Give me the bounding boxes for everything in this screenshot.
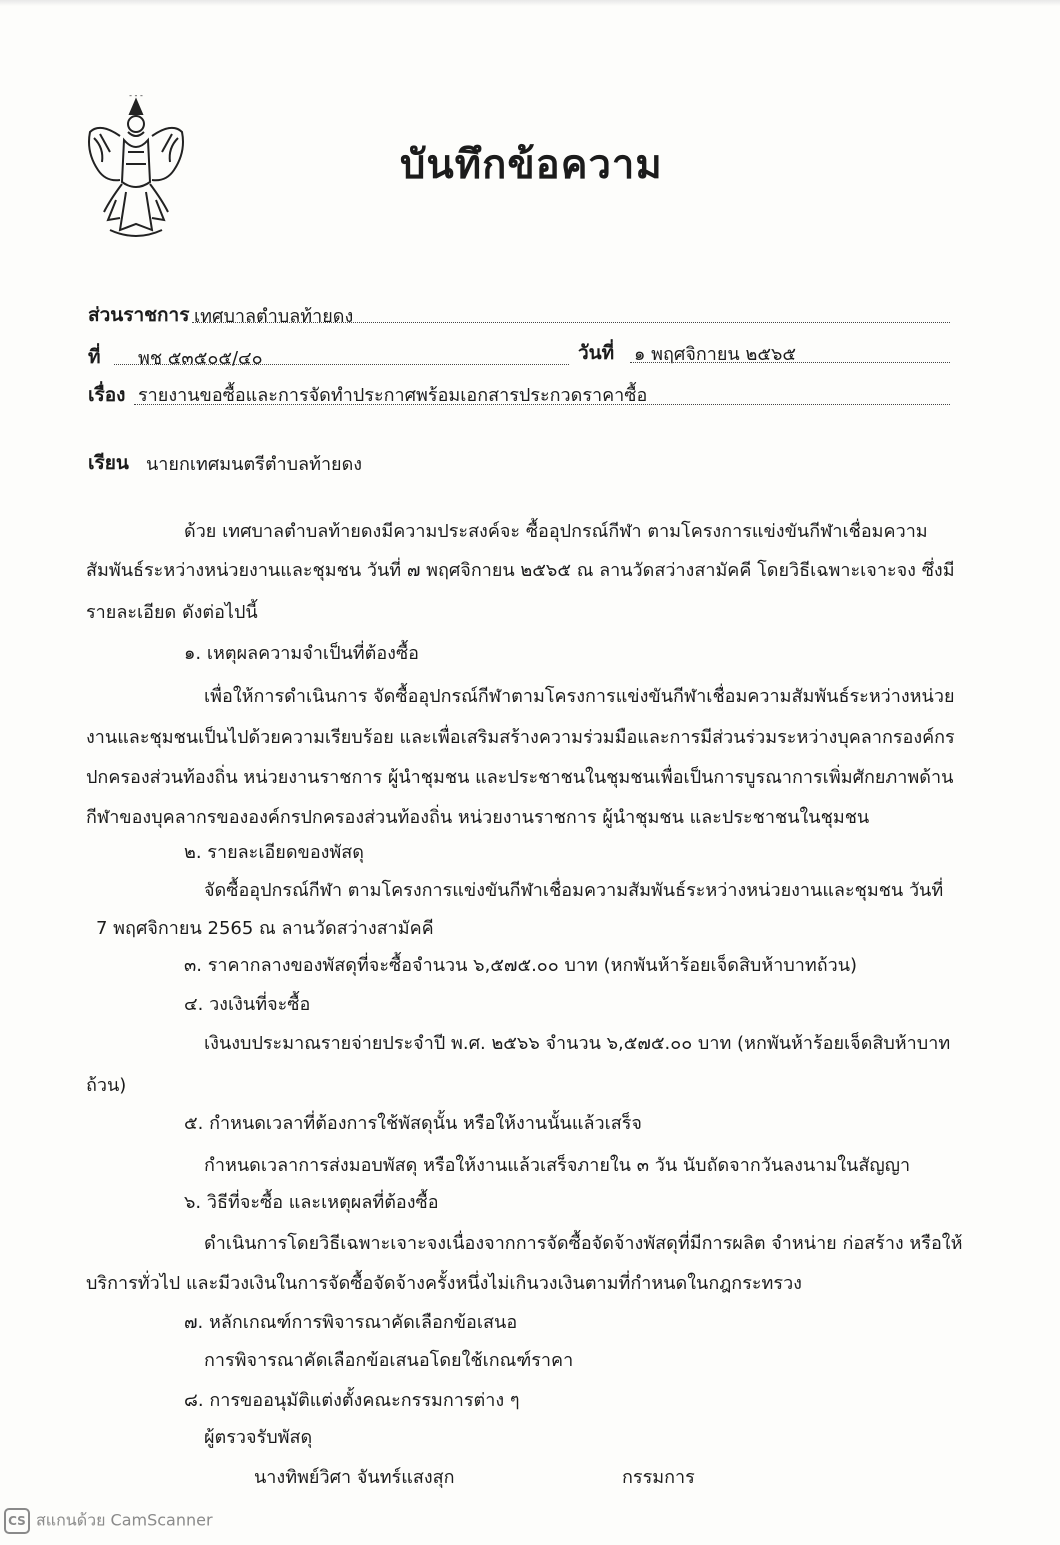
- section-1-line-3: ปกครองส่วนท้องถิ่น หน่วยงานราชการ ผู้นำชุมชน และประชาชนในชุมชนเพื่อเป็นการบูรณาการเพิ่มศักยภาพด้าน: [86, 767, 954, 788]
- committee-member-name: นางทิพย์วิศา จันทร์แสงสุก: [254, 1467, 455, 1488]
- section-6-heading: ๖. วิธีที่จะซื้อ และเหตุผลที่ต้องซื้อ: [184, 1192, 439, 1213]
- section-4-line-1: เงินงบประมาณรายจ่ายประจำปี พ.ศ. ๒๕๖๖ จำนวน ๖,๕๗๕.๐๐ บาท (หกพันห้าร้อยเจ็ดสิบห้าบาท: [204, 1033, 951, 1054]
- ref-label: ที่: [88, 346, 101, 368]
- section-1-heading: ๑. เหตุผลความจำเป็นที่ต้องซื้อ: [184, 643, 419, 664]
- scan-edge: [0, 0, 1060, 6]
- section-6-line-1: ดำเนินการโดยวิธีเฉพาะเจาะจงเนื่องจากการจัดซื้อจัดจ้างพัสดุที่มีการผลิต จำหน่าย ก่อสร้าง หรือให้: [204, 1233, 963, 1254]
- date-label: วันที่: [578, 342, 615, 364]
- date-rule: [630, 362, 950, 363]
- camscanner-logo-icon: CS: [4, 1508, 30, 1534]
- section-3-heading: ๓. ราคากลางของพัสดุที่จะซื้อจำนวน ๖,๕๗๕.๐๐ บาท (หกพันห้าร้อยเจ็ดสิบห้าบาทถ้วน): [184, 955, 858, 976]
- section-2-heading: ๒. รายละเอียดของพัสดุ: [184, 842, 364, 863]
- agency-rule: [192, 322, 950, 323]
- section-7-line-1: การพิจารณาคัดเลือกข้อเสนอโดยใช้เกณฑ์ราคา: [204, 1350, 574, 1371]
- to-value: นายกเทศมนตรีตำบลท้ายดง: [146, 454, 363, 475]
- section-8-line-1: ผู้ตรวจรับพัสดุ: [204, 1427, 313, 1448]
- scanner-watermark: [4, 1508, 213, 1534]
- section-1-line-1: เพื่อให้การดำเนินการ จัดซื้ออุปกรณ์กีฬาตามโครงการแข่งขันกีฬาเชื่อมความสัมพันธ์ระหว่างหน่วย: [204, 686, 955, 707]
- intro-line-2: สัมพันธ์ระหว่างหน่วยงานและชุมชน วันที่ ๗ พฤศจิกายน ๒๕๖๕ ณ ลานวัดสว่างสามัคคี โดยวิธีเฉพาะเจาะจง ซึ่งมี: [86, 560, 955, 581]
- svg-text:- - -: - - -: [129, 92, 143, 100]
- section-5-line-1: กำหนดเวลาการส่งมอบพัสดุ หรือให้งานแล้วเสร็จภายใน ๓ วัน นับถัดจากวันลงนามในสัญญา: [204, 1155, 911, 1176]
- to-label: เรียน: [88, 452, 129, 474]
- agency-label: ส่วนราชการ: [88, 304, 190, 326]
- section-2-line-1: จัดซื้ออุปกรณ์กีฬา ตามโครงการแข่งขันกีฬาเชื่อมความสัมพันธ์ระหว่างหน่วยงานและชุมชน วันที่: [204, 880, 944, 901]
- section-4-heading: ๔. วงเงินที่จะซื้อ: [184, 994, 311, 1015]
- section-5-heading: ๕. กำหนดเวลาที่ต้องการใช้พัสดุนั้น หรือให้งานนั้นแล้วเสร็จ: [184, 1113, 642, 1134]
- subject-rule: [134, 404, 950, 405]
- section-7-heading: ๗. หลักเกณฑ์การพิจารณาคัดเลือกข้อเสนอ: [184, 1312, 518, 1333]
- intro-line-3: รายละเอียด ดังต่อไปนี้: [86, 602, 258, 623]
- committee-member-role: กรรมการ: [622, 1467, 695, 1488]
- agency-value: เทศบาลตำบลท้ายดง: [194, 306, 354, 327]
- section-1-line-2: งานและชุมชนเป็นไปด้วยความเรียบร้อย และเพื่อเสริมสร้างความร่วมมือและการมีส่วนร่วมระหว่างบุคลากรองค์กร: [86, 727, 955, 748]
- date-value: ๑ พฤศจิกายน ๒๕๖๕: [634, 344, 796, 365]
- intro-line-1: ด้วย เทศบาลตำบลท้ายดงมีความประสงค์จะ ซื้ออุปกรณ์กีฬา ตามโครงการแข่งขันกีฬาเชื่อมความ: [184, 521, 928, 542]
- scanner-text: สแกนด้วย CamScanner: [36, 1510, 213, 1530]
- subject-value: รายงานขอซื้อและการจัดทำประกาศพร้อมเอกสารประกวดราคาซื้อ: [138, 385, 648, 406]
- section-2-line-2: 7 พฤศจิกายน 2565 ณ ลานวัดสว่างสามัคคี: [96, 918, 434, 939]
- subject-label: เรื่อง: [88, 384, 126, 406]
- page-title: บันทึกข้อความ: [400, 142, 663, 188]
- section-4-line-2: ถ้วน): [86, 1075, 127, 1096]
- garuda-emblem-icon: [80, 92, 192, 242]
- ref-value: พช ๕๓๕๐๕/๔๐: [138, 348, 263, 369]
- section-8-heading: ๘. การขออนุมัติแต่งตั้งคณะกรรมการต่าง ๆ: [184, 1390, 520, 1411]
- section-6-line-2: บริการทั่วไป และมีวงเงินในการจัดซื้อจัดจ้างครั้งหนึ่งไม่เกินวงเงินตามที่กำหนดในกฎกระทรวง: [86, 1273, 802, 1294]
- section-1-line-4: กีฬาของบุคลากรขององค์กรปกครองส่วนท้องถิ่น หน่วยงานราชการ ผู้นำชุมชน และประชาชนในชุมชน: [86, 807, 870, 828]
- ref-rule: [114, 364, 569, 365]
